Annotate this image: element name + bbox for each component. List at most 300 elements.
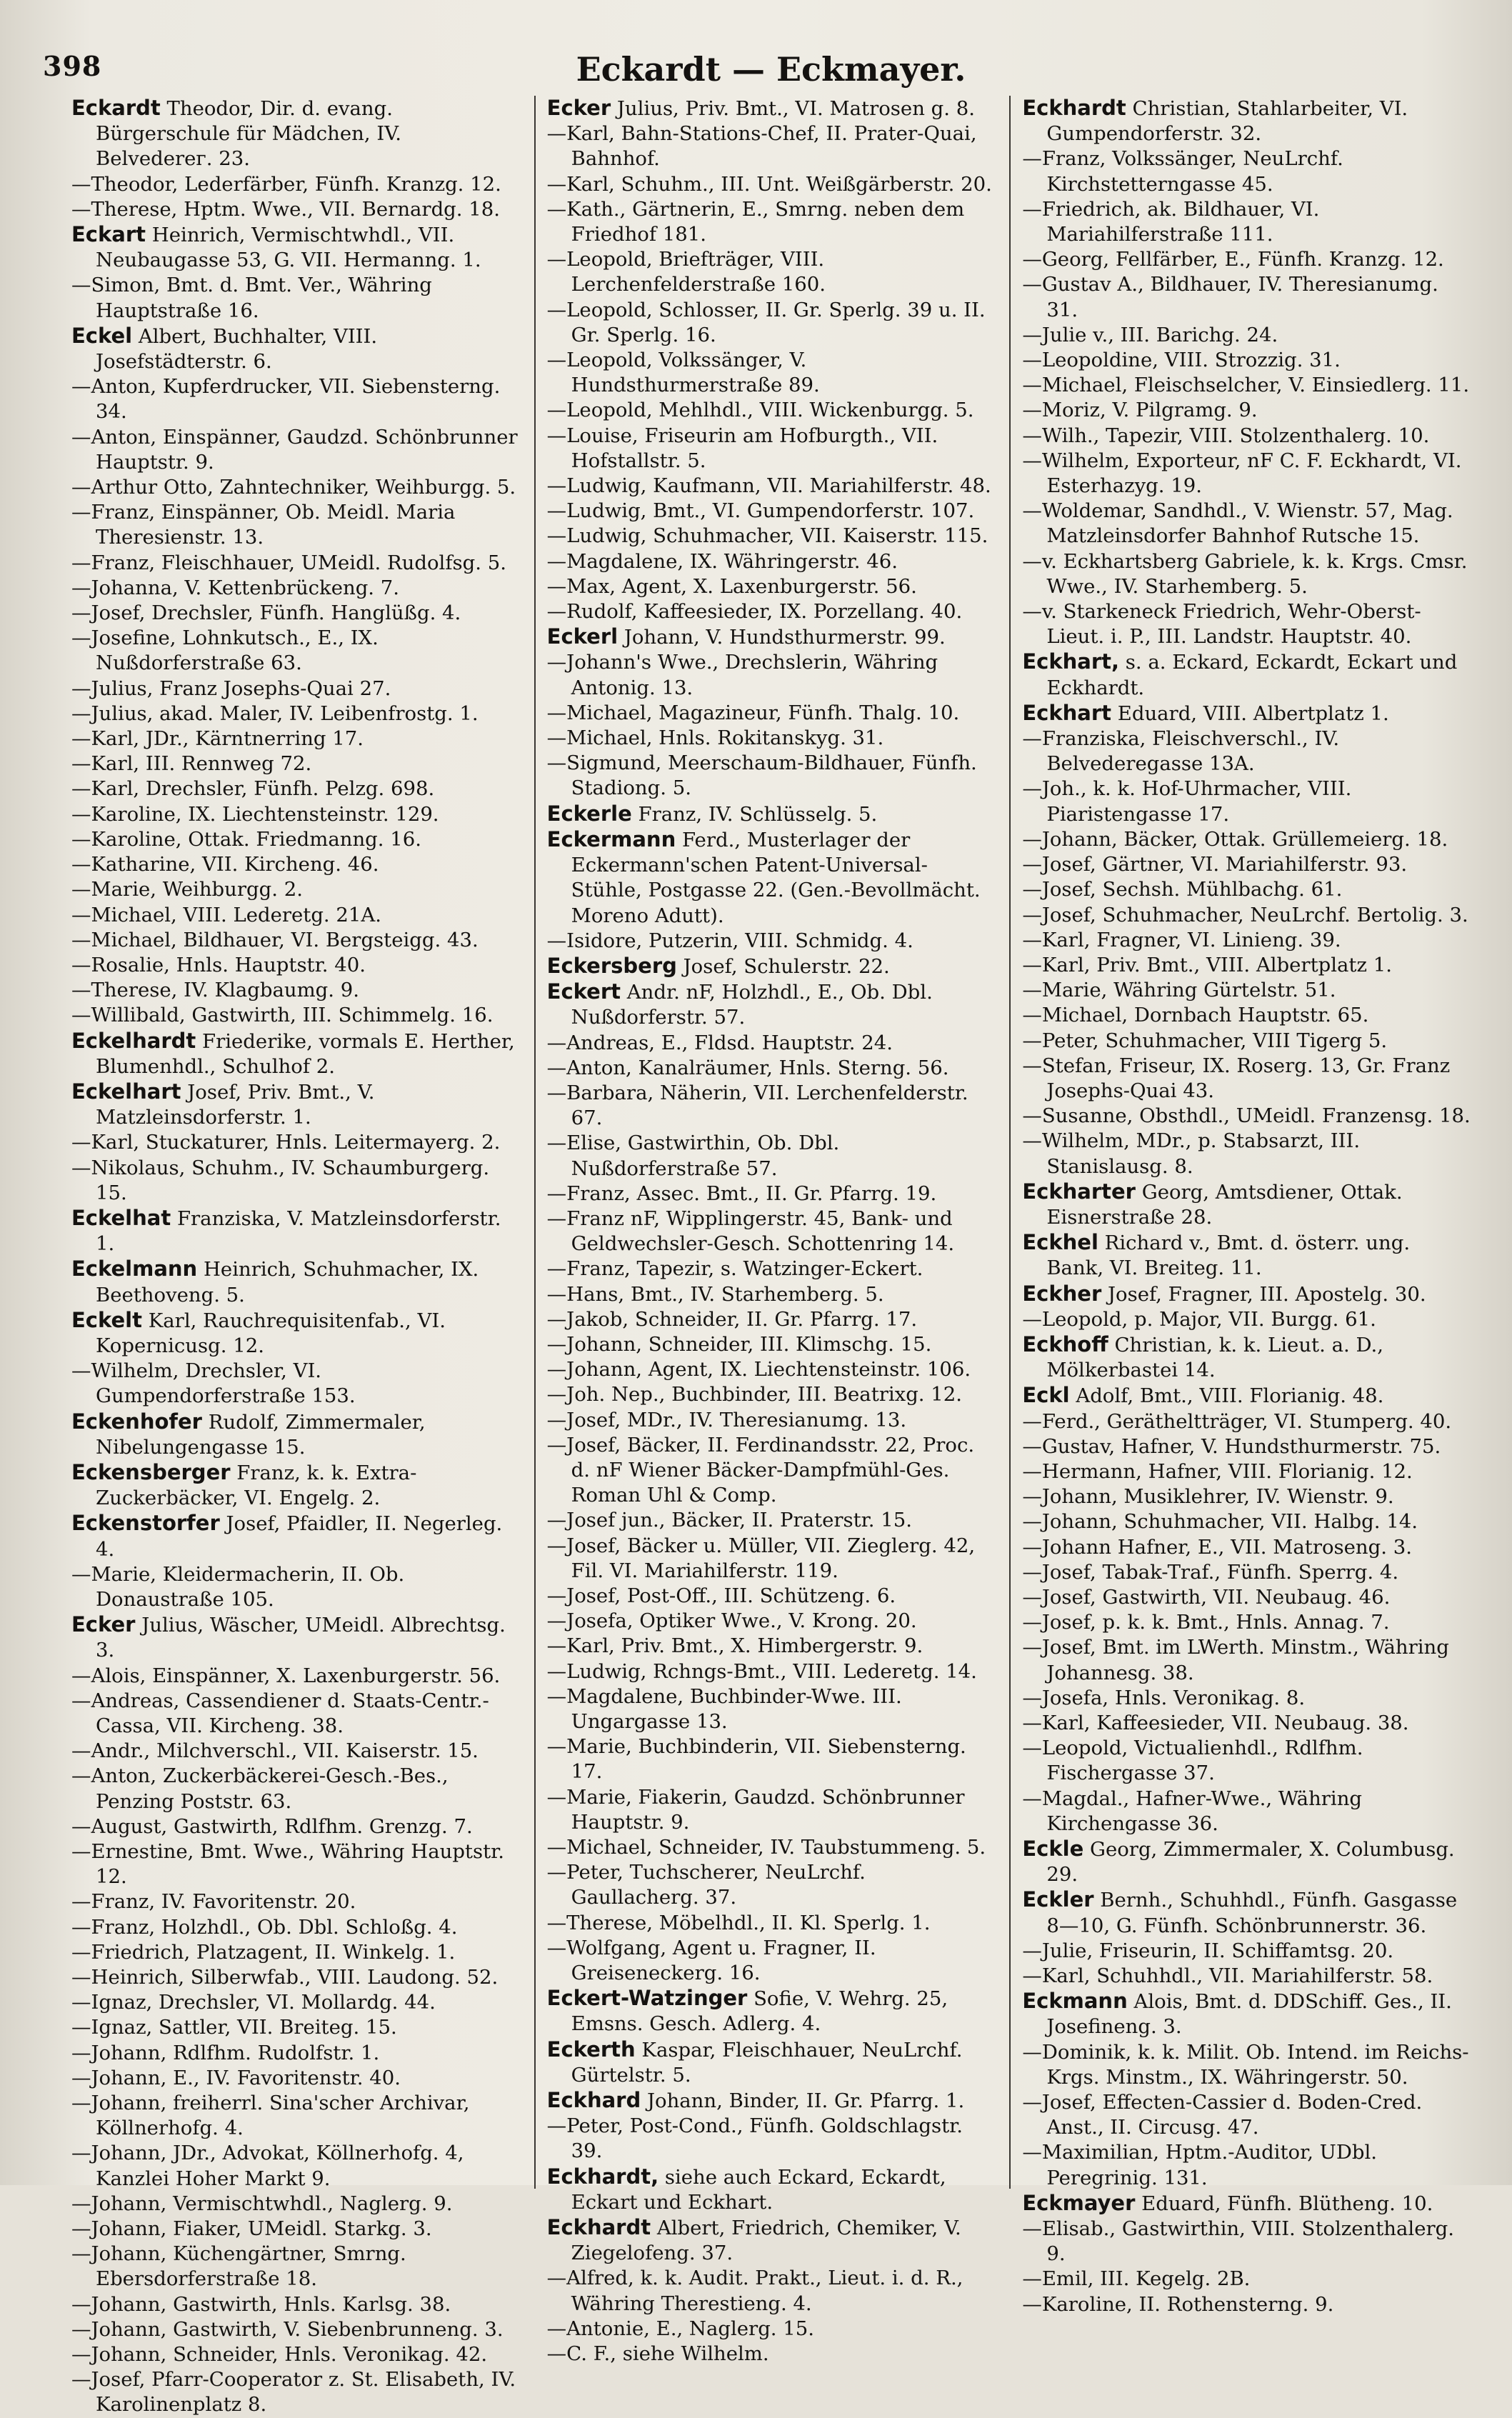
directory-entry [547, 474, 996, 499]
entry-text: Karl, Schuhhdl., VII. Mariahilferstr. 58. [1041, 1964, 1433, 1988]
entry-text: August, Gastwirth, Rdlfhm. Grenzg. 7. [91, 1814, 473, 1838]
directory-entry [547, 599, 996, 624]
entry-text: Simon, Bmt. d. Bmt. Ver., Währing Hauptstraße 16. [91, 274, 432, 322]
entry-surname: Eckhel [1022, 1230, 1098, 1255]
entry-text: Johann, Rdlfhm. Rudolfstr. 1. [91, 2041, 380, 2064]
entry-text: Theodor, Dir. d. evang. Bürgerschule für Mädchen, IV. Belvederег. 23. [96, 97, 402, 171]
entry-text: Josef, Sechsh. Mühlbachg. 61. [1041, 878, 1343, 901]
entry-text: Albert, Buchhalter, VIII. Josefstädterstr. 6. [96, 324, 378, 374]
directory-entry [1022, 1003, 1471, 1028]
directory-entry [547, 197, 996, 247]
entry-text: v. Eckhartsberg Gabriele, k. k. Krgs. Cmsr. Wwe., IV. Starhemberg. 5. [1041, 549, 1468, 598]
directory-entry [71, 676, 520, 701]
column-middle [534, 96, 996, 2366]
entry-surname: Eckher [1022, 1281, 1102, 1306]
entry-text: Friederike, vormals E. Herther, Blumenhdl., Schulhof 2. [96, 1029, 515, 1078]
entry-surname: Eckelhat [71, 1205, 171, 1230]
directory-entry [71, 2342, 520, 2367]
directory-entry [71, 96, 520, 172]
directory-entry [71, 877, 520, 902]
entry-text: Ludwig, Rchngs-Bmt., VIII. Lederetg. 14. [566, 1659, 977, 1683]
entry-text: Karl, Fragner, VI. Linieng. 39. [1041, 928, 1341, 951]
directory-entry [547, 524, 996, 549]
entry-surname: Eckhart [1022, 700, 1112, 725]
directory-entry [547, 1684, 996, 1734]
entry-text: Wilh., Tapezir, VIII. Stolzenthalerg. 10. [1041, 424, 1430, 447]
entry-text: Wilhelm, MDr., p. Stabsarzt, III. Stanislausg. 8. [1041, 1129, 1361, 1178]
entry-text: siehe auch Eckard, Eckardt, Eckart und Eckhart. [571, 2165, 946, 2214]
directory-entry [71, 953, 520, 978]
directory-entry [1022, 1989, 1471, 2039]
directory-entry [1022, 1736, 1471, 1786]
running-head: Eckardt — Eckmayer. [576, 50, 966, 89]
directory-entry [547, 1785, 996, 1835]
entry-text: Leopold, Schlosser, II. Gr. Sperlg. 39 u. II. Gr. Sperlg. 16. [566, 298, 986, 346]
directory-entry [547, 2164, 996, 2215]
directory-entry [547, 1986, 996, 2037]
entry-surname: Eckerle [546, 801, 632, 826]
directory-entry [71, 576, 520, 601]
directory-entry [1022, 1230, 1471, 1281]
directory-entry [547, 2317, 996, 2342]
directory-entry [547, 1382, 996, 1407]
entry-text: Leopold, p. Major, VII. Burgg. 61. [1041, 1307, 1376, 1331]
directory-entry [71, 726, 520, 751]
directory-entry [71, 1460, 520, 1511]
directory-entry [71, 2217, 520, 2242]
directory-entry [547, 929, 996, 954]
entry-text: Josef, Gärtner, VI. Mariahilferstr. 93. [1041, 853, 1408, 876]
directory-entry [547, 2114, 996, 2164]
entry-text: Josef, Post-Off., III. Schützeng. 6. [566, 1584, 896, 1607]
directory-entry [71, 601, 520, 626]
entry-text: Andreas, E., Fldsd. Hauptstr. 24. [566, 1031, 893, 1054]
directory-entry [1022, 2292, 1471, 2317]
entry-text: Michael, Fleischselcher, V. Einsiedlerg. 11. [1041, 374, 1470, 397]
directory-entry [547, 1282, 996, 1307]
directory-entry [547, 624, 996, 650]
entry-surname: Ecker [546, 96, 611, 120]
directory-entry [1022, 373, 1471, 398]
directory-entry [547, 954, 996, 979]
entry-text: Michael, Bildhauer, VI. Bergsteigg. 43. [91, 928, 479, 951]
entry-text: Nikolaus, Schuhm., IV. Schaumburgerg. 15. [91, 1156, 490, 1204]
directory-entry [71, 1764, 520, 1814]
directory-entry [71, 2292, 520, 2317]
entry-surname: Eckensberger [71, 1459, 231, 1484]
entry-text: Anton, Einspänner, Gaudzd. Schönbrunner Hauptstr. 9. [91, 425, 518, 474]
directory-entry [71, 1308, 520, 1359]
entry-surname: Ecker [71, 1612, 136, 1637]
directory-entry [1022, 348, 1471, 373]
directory-entry [547, 2342, 996, 2367]
entry-surname: Eckhardt [546, 2215, 651, 2240]
directory-entry [71, 1359, 520, 1409]
directory-entry [1022, 2040, 1471, 2090]
directory-entry [547, 827, 996, 929]
directory-entry [71, 1257, 520, 1307]
entry-text: Johann, Musiklehrer, IV. Wienstr. 9. [1041, 1485, 1394, 1509]
directory-entry [547, 1584, 996, 1609]
directory-entry [71, 1940, 520, 1965]
entry-text: Leopoldine, VIII. Strozzig. 31. [1041, 349, 1341, 372]
entry-text: Karl, Stuckaturer, Hnls. Leitermayerg. 2. [91, 1131, 501, 1154]
directory-entry [547, 247, 996, 297]
entry-text: Susanne, Obsthdl., UMeidl. Franzensg. 18. [1041, 1104, 1471, 1128]
directory-entry [71, 776, 520, 801]
directory-entry [1022, 1635, 1471, 1685]
entry-text: Karl, Kaffeesieder, VII. Neubaug. 38. [1041, 1712, 1409, 1734]
directory-entry [547, 2037, 996, 2088]
entry-surname: Eckerl [546, 624, 619, 649]
directory-entry [547, 751, 996, 801]
entry-text: Gustav, Hafner, V. Hundsthurmerstr. 75. [1041, 1434, 1441, 1458]
directory-entry [1022, 599, 1471, 649]
entry-surname: Eckermann [546, 826, 676, 851]
entry-text: Georg, Amtsdiener, Ottak. Eisnerstraße 28. [1046, 1180, 1403, 1229]
directory-entry [1022, 1964, 1471, 1989]
directory-entry [71, 2367, 520, 2417]
directory-entry [1022, 1837, 1471, 1887]
directory-entry [1022, 1509, 1471, 1534]
directory-entry [71, 2066, 520, 2091]
entry-text: Therese, IV. Klagbaumg. 9. [91, 979, 359, 1002]
entry-text: Willibald, Gastwirth, III. Schimmelg. 16. [91, 1004, 494, 1027]
directory-entry [71, 1739, 520, 1764]
entry-text: Ignaz, Drechsler, VI. Mollardg. 44. [91, 1991, 436, 2014]
entry-text: Dominik, k. k. Milit. Ob. Intend. im Reichs-Krgs. Minstm., IX. Währingerstr. 50. [1041, 2040, 1469, 2089]
entry-text: v. Starkeneck Friedrich, Wehr-Oberst-Lieut. i. P., III. Landstr. Hauptstr. 40. [1041, 600, 1421, 649]
entry-text: Johann, Gastwirth, V. Siebenbrunneng. 3. [91, 2317, 504, 2341]
directory-entry [547, 801, 996, 827]
entry-text: Alois, Einspänner, X. Laxenburgerstr. 56. [91, 1664, 501, 1687]
entry-text: Jakob, Schneider, II. Gr. Pfarrg. 17. [566, 1307, 918, 1331]
directory-entry [547, 2088, 996, 2114]
entry-text: Wilhelm, Exporteur, nF C. F. Eckhardt, VI. Esterhazyg. 19. [1041, 449, 1462, 498]
entry-text: Theodor, Lederfärber, Fünfh. Kranzg. 12. [91, 172, 501, 196]
directory-entry [547, 424, 996, 474]
entry-text: Marie, Währing Gürtelstr. 51. [1041, 979, 1336, 1002]
entry-text: Johann, Küchengärtner, Smrng. Ebersdorferstraße 18. [91, 2242, 406, 2291]
directory-entry [71, 1814, 520, 1839]
directory-entry [1022, 1282, 1471, 1307]
entry-text: Josef, Fragner, III. Apostelg. 30. [1108, 1282, 1426, 1306]
entry-text: Josefa, Hnls. Veronikag. 8. [1041, 1686, 1306, 1709]
entry-text: Anton, Zuckerbäckerei-Gesch.-Bes., Penzing Poststr. 63. [91, 1764, 449, 1813]
entry-text: Marie, Fiakerin, Gaudzd. Schönbrunner Hauptstr. 9. [566, 1785, 965, 1834]
directory-entry [1022, 1129, 1471, 1179]
entry-text: Johann, Schneider, Hnls. Veronikag. 42. [91, 2343, 488, 2367]
entry-text: Georg, Zimmermaler, X. Columbusg. 29. [1046, 1838, 1455, 1887]
entry-text: Friedrich, ak. Bildhauer, VI. Mariahilferstraße 111. [1041, 197, 1320, 246]
entry-text: Karl, JDr., Kärntnerring 17. [91, 727, 364, 751]
entry-surname: Eckler [1022, 1887, 1094, 1912]
entry-text: Josefa, Optiker Wwe., V. Krong. 20. [566, 1609, 917, 1633]
entry-surname: Eckhoff [1022, 1332, 1108, 1357]
entry-text: Eduard, VIII. Albertplatz 1. [1117, 701, 1389, 725]
entry-text: Franziska, V. Matzleinsdorferstr. 1. [96, 1206, 501, 1256]
entry-text: Ferd., Gerätheltträger, VI. Stumperg. 40. [1041, 1409, 1452, 1433]
directory-entry [71, 1915, 520, 1940]
entry-text: Julius, akad. Maler, IV. Leibenfrostg. 1. [91, 701, 479, 725]
directory-entry [1022, 1307, 1471, 1332]
entry-text: Joh. Nep., Buchbinder, III. Beatrixg. 12. [566, 1383, 963, 1407]
directory-entry [71, 1079, 520, 1130]
directory-entry [1022, 424, 1471, 449]
directory-entry [547, 172, 996, 197]
directory-entry [71, 2041, 520, 2066]
entry-text: Magdalene, IX. Währingerstr. 46. [566, 549, 898, 573]
entry-text: Emil, III. Kegelg. 2B. [1041, 2267, 1251, 2291]
page-number: 398 [43, 50, 102, 82]
entry-text: Julie v., III. Barichg. 24. [1041, 323, 1278, 346]
entry-text: Alfred, k. k. Audit. Prakt., Lieut. i. d. R., Währing Therestieng. 4. [566, 2267, 963, 2315]
entry-surname: Eckersberg [546, 953, 677, 978]
directory-entry [1022, 1484, 1471, 1509]
entry-text: Julius, Franz Josephs-Quai 27. [91, 676, 391, 700]
entry-text: Peter, Tuchscherer, NeuLrchf. Gaullacherg. 37. [566, 1861, 866, 1909]
directory-entry [71, 1206, 520, 1257]
directory-entry [547, 1031, 996, 1056]
directory-entry [547, 1634, 996, 1659]
entry-text: Johann, Vermischtwhdl., Naglerg. 9. [91, 2192, 453, 2215]
entry-text: Johann, Fiaker, UMeidl. Starkg. 3. [91, 2217, 432, 2241]
entry-text: Eduard, Fünfh. Blütheng. 10. [1141, 2192, 1433, 2215]
entry-text: Josef, Tabak-Traf., Fünfh. Sperrg. 4. [1041, 1560, 1399, 1584]
directory-entry [71, 551, 520, 576]
entry-text: Josef, Drechsler, Fünfh. Hanglüßg. 4. [91, 601, 461, 625]
entry-text: Hermann, Hafner, VIII. Florianig. 12. [1041, 1459, 1413, 1483]
directory-entry [547, 979, 996, 1030]
directory-entry [71, 701, 520, 726]
directory-entry [547, 1508, 996, 1533]
entry-text: Johann, JDr., Advokat, Köllnerhofg. 4, Kanzlei Hoher Markt 9. [91, 2142, 464, 2190]
entry-text: Sofie, V. Wehrg. 25, Emsns. Gesch. Adlerg. 4. [571, 1987, 948, 2036]
directory-entry [547, 1332, 996, 1357]
entry-text: Ernestine, Bmt. Wwe., Währing Hauptstr. 12. [91, 1840, 505, 1889]
directory-entry [547, 1408, 996, 1433]
directory-entry [71, 852, 520, 877]
entry-surname: Eckelhart [71, 1079, 181, 1104]
entry-text: Leopold, Victualienhdl., Rdlfhm. Fischergasse 37. [1041, 1737, 1363, 1785]
entry-text: Rudolf, Kaffeesieder, IX. Porzellang. 40. [566, 600, 963, 624]
directory-entry [547, 1609, 996, 1634]
entry-text: Heinrich, Vermischtwhdl., VII. Neubaugasse 53, G. VII. Hermanng. 1. [96, 224, 481, 272]
directory-entry [547, 1056, 996, 1081]
directory-entry [71, 978, 520, 1003]
directory-entry [71, 1612, 520, 1663]
entry-text: Andr. nF, Holzhdl., E., Ob. Dbl. Nußdorferstr. 57. [571, 981, 933, 1029]
directory-entry [1022, 877, 1471, 902]
directory-entry [1022, 827, 1471, 852]
directory-entry [1022, 197, 1471, 247]
directory-entry [1022, 323, 1471, 348]
directory-entry [1022, 449, 1471, 499]
entry-text: Josef jun., Bäcker, II. Praterstr. 15. [566, 1509, 913, 1532]
directory-entry [547, 1307, 996, 1332]
directory-entry [547, 701, 996, 726]
directory-entry [547, 2215, 996, 2266]
entry-text: C. F., siehe Wilhelm. [566, 2342, 769, 2366]
entry-text: Magdal., Hafner-Wwe., Währing Kirchengasse 36. [1041, 1787, 1363, 1835]
directory-entry [547, 96, 996, 121]
entry-surname: Eckel [71, 323, 133, 348]
entry-text: Therese, Möbelhdl., II. Kl. Sperlg. 1. [566, 1911, 931, 1934]
entry-text: Maximilian, Hptm.-Auditor, UDbl. Peregrinig. 131. [1041, 2141, 1378, 2189]
directory-entry [71, 2192, 520, 2217]
page-header [43, 43, 1471, 96]
entry-text: s. a. Eckard, Eckardt, Eckart und Eckhardt. [1046, 651, 1458, 699]
entry-text: Josef, Gastwirth, VII. Neubaug. 46. [1041, 1585, 1391, 1609]
entry-text: Johann, Binder, II. Gr. Pfarrg. 1. [646, 2089, 965, 2113]
directory-entry [1022, 1459, 1471, 1484]
entry-text: Johann, Bäcker, Ottak. Grüllemeierg. 18. [1041, 827, 1448, 851]
entry-text: Franz nF, Wipplingerstr. 45, Bank- und Geldwechsler-Gesch. Schottenring 14. [566, 1206, 955, 1256]
entry-text: Isidore, Putzerin, VIII. Schmidg. 4. [566, 929, 913, 952]
entry-text: Josef, Bäcker, II. Ferdinandsstr. 22, Proc. d. nF Wiener Bäcker-Dampfmühl-Ges. Roman Uhl & Comp. [566, 1433, 975, 1507]
entry-text: Barbara, Näherin, VII. Lerchenfelderstr. 67. [566, 1081, 968, 1130]
entry-text: Johann, Schuhmacher, VII. Halbg. 14. [1041, 1510, 1418, 1534]
directory-entry [547, 1659, 996, 1684]
entry-text: Karoline, II. Rothensterng. 9. [1041, 2292, 1334, 2316]
entry-text: Karl, Drechsler, Fünfh. Pelzg. 698. [91, 777, 435, 801]
entry-surname: Eckenhofer [71, 1409, 202, 1434]
entry-text: Heinrich, Schuhmacher, IX. Beethoveng. 5. [96, 1258, 479, 1307]
entry-text: Magdalene, Buchbinder-Wwe. III. Ungargasse 13. [566, 1684, 902, 1733]
entry-text: Antonie, E., Naglerg. 15. [566, 2317, 815, 2340]
directory-entry [547, 1081, 996, 1131]
entry-surname: Eckenstorfer [71, 1511, 220, 1536]
entry-text: Richard v., Bmt. d. österr. ung. Bank, VI. Breiteg. 11. [1046, 1232, 1411, 1280]
entry-text: Heinrich, Silberwfab., VIII. Laudong. 52. [91, 1966, 499, 1989]
directory-entry [1022, 2140, 1471, 2190]
directory-entry [1022, 978, 1471, 1003]
directory-entry [1022, 1434, 1471, 1459]
directory-entry [71, 197, 520, 222]
entry-text: Friedrich, Platzagent, II. Winkelg. 1. [91, 1940, 456, 1964]
directory-entry [71, 425, 520, 475]
directory-entry [1022, 1787, 1471, 1837]
directory-entry [1022, 1939, 1471, 1964]
directory-entry [1022, 1383, 1471, 1409]
entry-text: Anton, Kupferdrucker, VII. Siebensterng. 34. [91, 375, 501, 424]
directory-entry [1022, 928, 1471, 953]
entry-text: Ludwig, Kaufmann, VII. Mariahilferstr. 48. [566, 474, 991, 498]
entry-text: Johann, Gastwirth, Hnls. Karlsg. 38. [91, 2292, 451, 2316]
entry-text: Josef, Priv. Bmt., V. Matzleinsdorferstr. 1. [96, 1080, 375, 1129]
entry-text: Stefan, Friseur, IX. Roserg. 13, Gr. Franz Josephs-Quai 43. [1041, 1054, 1451, 1102]
entry-text: Max, Agent, X. Laxenburgerstr. 56. [566, 574, 917, 598]
directory-entry [547, 726, 996, 751]
directory-entry [1022, 726, 1471, 776]
directory-entry [1022, 1029, 1471, 1054]
directory-entry [1022, 1610, 1471, 1635]
entry-text: Adolf, Bmt., VIII. Florianig. 48. [1076, 1384, 1384, 1408]
entry-text: Rudolf, Zimmermaler, Nibelungengasse 15. [96, 1410, 426, 1459]
directory-entry [547, 650, 996, 700]
entry-text: Karl, Bahn-Stations-Chef, II. Prater-Quai, Bahnhof. [566, 122, 977, 171]
entry-surname: Eckmayer [1022, 2190, 1136, 2215]
entry-surname: Eckert-Watzinger [546, 1986, 748, 2011]
directory-entry [1022, 649, 1471, 700]
directory-entry [71, 903, 520, 928]
directory-entry [547, 1181, 996, 1206]
directory-entry [547, 1257, 996, 1282]
directory-entry [547, 1835, 996, 1860]
directory-entry [1022, 398, 1471, 423]
directory-entry [1022, 701, 1471, 726]
directory-entry [1022, 903, 1471, 928]
directory-entry [547, 1860, 996, 1910]
column-left [71, 96, 520, 2417]
directory-entry [71, 751, 520, 776]
directory-entry [1022, 2191, 1471, 2217]
entry-text: Josef, Pfaidler, II. Negerleg. 4. [96, 1512, 503, 1561]
entry-text: Gustav A., Bildhauer, IV. Theresianumg. 31. [1041, 273, 1438, 321]
directory-entry [1022, 1054, 1471, 1104]
directory-entry [1022, 247, 1471, 272]
entry-text: Ignaz, Sattler, VII. Breiteg. 15. [91, 2016, 397, 2039]
entry-text: Karoline, IX. Liechtensteinstr. 129. [91, 802, 439, 826]
entry-text: Elise, Gastwirthin, Ob. Dbl. Nußdorferstraße 57. [566, 1131, 840, 1180]
entry-text: Josef, Effecten-Cassier d. Boden-Cred. Anst., II. Circusg. 47. [1041, 2091, 1423, 2139]
directory-entry [71, 2317, 520, 2342]
entry-surname: Eckl [1022, 1383, 1070, 1408]
entry-text: Therese, Hptm. Wwe., VII. Bernardg. 18. [91, 197, 500, 221]
directory-entry [71, 2141, 520, 2191]
directory-entry [71, 1130, 520, 1155]
entry-surname: Eckharter [1022, 1179, 1136, 1204]
entry-text: Michael, Dornbach Hauptstr. 65. [1041, 1004, 1369, 1027]
directory-entry [1022, 1332, 1471, 1383]
directory-entry [71, 1511, 520, 1562]
directory-entry [71, 1156, 520, 1206]
entry-text: Christian, k. k. Lieut. a. D., Mölkerbastei 14. [1046, 1333, 1383, 1382]
directory-entry [71, 827, 520, 852]
entry-surname: Eckert [546, 979, 621, 1004]
entry-text: Elisab., Gastwirthin, VIII. Stolzenthalerg. 9. [1041, 2217, 1454, 2266]
entry-text: Franz, Tapezir, s. Watzinger-Eckert. [566, 1257, 923, 1281]
entry-text: Michael, VIII. Lederetg. 21A. [91, 903, 382, 926]
directory-entry [71, 475, 520, 500]
directory-entry [71, 1689, 520, 1739]
entry-text: Christian, Stahlarbeiter, VI. Gumpendorferstr. 32. [1046, 97, 1408, 146]
entry-text: Franz, IV. Favoritenstr. 20. [91, 1890, 356, 1914]
entry-text: Johann's Wwe., Drechslerin, Währing Antonig. 13. [566, 651, 938, 699]
directory-entry [547, 1433, 996, 1509]
directory-entry [1022, 852, 1471, 877]
entry-text: Wolfgang, Agent u. Fragner, II. Greiseneckerg. 16. [566, 1936, 876, 1985]
entry-text: Marie, Weihburgg. 2. [91, 878, 303, 901]
entry-text: Johanna, V. Kettenbrückeng. 7. [91, 576, 400, 599]
entry-surname: Eckelhardt [71, 1028, 196, 1053]
entry-surname: Eckhart, [1022, 649, 1120, 674]
directory-entry [1022, 1560, 1471, 1585]
entry-text: Franz, k. k. Extra-Zuckerbäcker, VI. Engelg. 2. [96, 1461, 417, 1510]
entry-text: Rosalie, Hnls. Hauptstr. 40. [91, 953, 366, 976]
entry-text: Andreas, Cassendiener d. Staats-Centr.-Cassa, VII. Kircheng. 38. [91, 1689, 489, 1737]
entry-text: Michael, Schneider, IV. Taubstummeng. 5. [566, 1836, 986, 1859]
directory-entry [547, 1936, 996, 1986]
entry-text: Josef, Schuhmacher, NeuLrchf. Bertolig. 3. [1041, 903, 1468, 926]
directory-entry [547, 549, 996, 574]
entry-text: Alois, Bmt. d. DDSchiff. Ges., II. Josefineng. 3. [1046, 1990, 1452, 2039]
entry-text: Franz, Volkssänger, NeuLrchf. Kirchstetterngasse 45. [1041, 147, 1343, 196]
entry-text: Josef, Bäcker u. Müller, VII. Zieglerg. 42, Fil. VI. Mariahilferstr. 119. [566, 1534, 976, 1582]
entry-text: Michael, Magazineur, Fünfh. Thalg. 10. [566, 701, 960, 724]
directory-entry [71, 1029, 520, 1079]
directory-entry [71, 273, 520, 323]
